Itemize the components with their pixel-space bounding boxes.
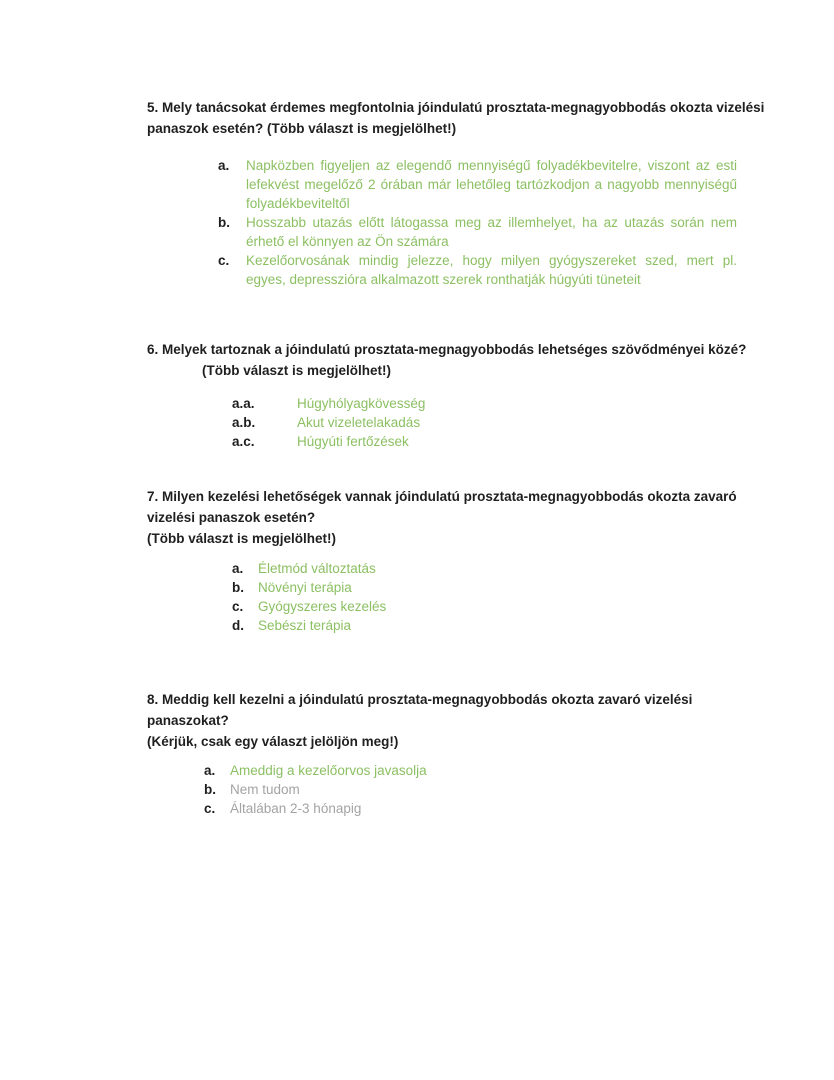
option-text: Kezelőorvosának mindig jelezze, hogy milyen gyógyszereket szed, mert pl. egyes, depresszióra alkalmazott szerek ronthatják húgyúti tüneteit: [246, 253, 737, 287]
option-row: [232, 616, 754, 635]
options-list: [218, 156, 754, 289]
option-text: Életmód változtatás: [258, 561, 376, 576]
option-marker: d.: [232, 618, 244, 633]
option-marker: a.: [204, 763, 216, 778]
option-text: Húgyhólyagkövesség: [297, 396, 426, 411]
option-row: [204, 799, 754, 818]
option-row: [232, 559, 754, 578]
question-title: [147, 339, 754, 381]
option-text: Napközben figyeljen az elegendő mennyiségű folyadékbevitelre, viszont az esti lefekvést megelőző 2 órában már lehetőleg tartózkodjon a nagyobb mennyiségű folyadékbeviteltől: [246, 158, 737, 211]
question-block: [147, 689, 754, 818]
question-block: [147, 339, 754, 451]
options-list: [232, 394, 754, 451]
question-title-line: 5. Mely tanácsokat érdemes megfontolnia jóindulatú prosztata-megnagyobbodás okozta vizelési: [147, 100, 765, 115]
option-text: Sebészi terápia: [258, 618, 352, 633]
option-row: [218, 156, 754, 213]
question-title-line: (Több választ is megjelölhet!): [202, 363, 392, 378]
option-marker: b.: [204, 782, 216, 797]
option-row: [204, 761, 754, 780]
question-title-line: panaszok esetén? (Több választ is megjelölhet!): [147, 121, 457, 136]
option-marker: c.: [232, 599, 244, 614]
option-marker: b.: [218, 215, 230, 230]
question-block: [147, 486, 754, 635]
option-marker: c.: [218, 253, 230, 268]
option-row: [218, 213, 754, 251]
option-marker: a.b.: [232, 415, 256, 430]
option-row: [232, 413, 754, 432]
option-text: Ameddig a kezelőorvos javasolja: [230, 763, 427, 778]
option-text: Növényi terápia: [258, 580, 352, 595]
question-title: [147, 689, 754, 752]
option-text: Gyógyszeres kezelés: [258, 599, 387, 614]
questions-container: [147, 97, 765, 818]
option-marker: b.: [232, 580, 244, 595]
option-row: [204, 780, 754, 799]
option-text: Húgyúti fertőzések: [297, 434, 409, 449]
option-row: [232, 597, 754, 616]
option-text: Nem tudom: [230, 782, 300, 797]
question-title-line: 6. Melyek tartoznak a jóindulatú prosztata-megnagyobbodás lehetséges szövődményei közé?: [147, 342, 747, 357]
question-title-line: vizelési panaszok esetén?: [147, 510, 316, 525]
question-title: [147, 97, 765, 139]
question-title-line: panaszokat?: [147, 713, 229, 728]
option-marker: c.: [204, 801, 216, 816]
option-marker: a.: [218, 158, 230, 173]
option-row: [232, 578, 754, 597]
question-title-line: 8. Meddig kell kezelni a jóindulatú prosztata-megnagyobbodás okozta zavaró vizelési: [147, 692, 693, 707]
option-row: [232, 394, 754, 413]
question-block: [147, 97, 765, 289]
options-list: [232, 559, 754, 635]
option-marker: a.a.: [232, 396, 255, 411]
question-title-line: (Kérjük, csak egy választ jelöljön meg!): [147, 734, 399, 749]
question-title-line: (Több választ is megjelölhet!): [147, 531, 337, 546]
question-title-line: 7. Milyen kezelési lehetőségek vannak jóindulatú prosztata-megnagyobbodás okozta zavaró: [147, 489, 737, 504]
option-row: [218, 251, 754, 289]
question-title: [147, 486, 754, 549]
option-marker: a.c.: [232, 434, 255, 449]
option-row: [232, 432, 754, 451]
options-list: [204, 761, 754, 818]
option-marker: a.: [232, 561, 244, 576]
option-text: Hosszabb utazás előtt látogassa meg az illemhelyet, ha az utazás során nem érhető el könnyen az Ön számára: [246, 215, 737, 249]
option-text: Akut vizeletelakadás: [297, 415, 421, 430]
option-text: Általában 2-3 hónapig: [230, 801, 362, 816]
